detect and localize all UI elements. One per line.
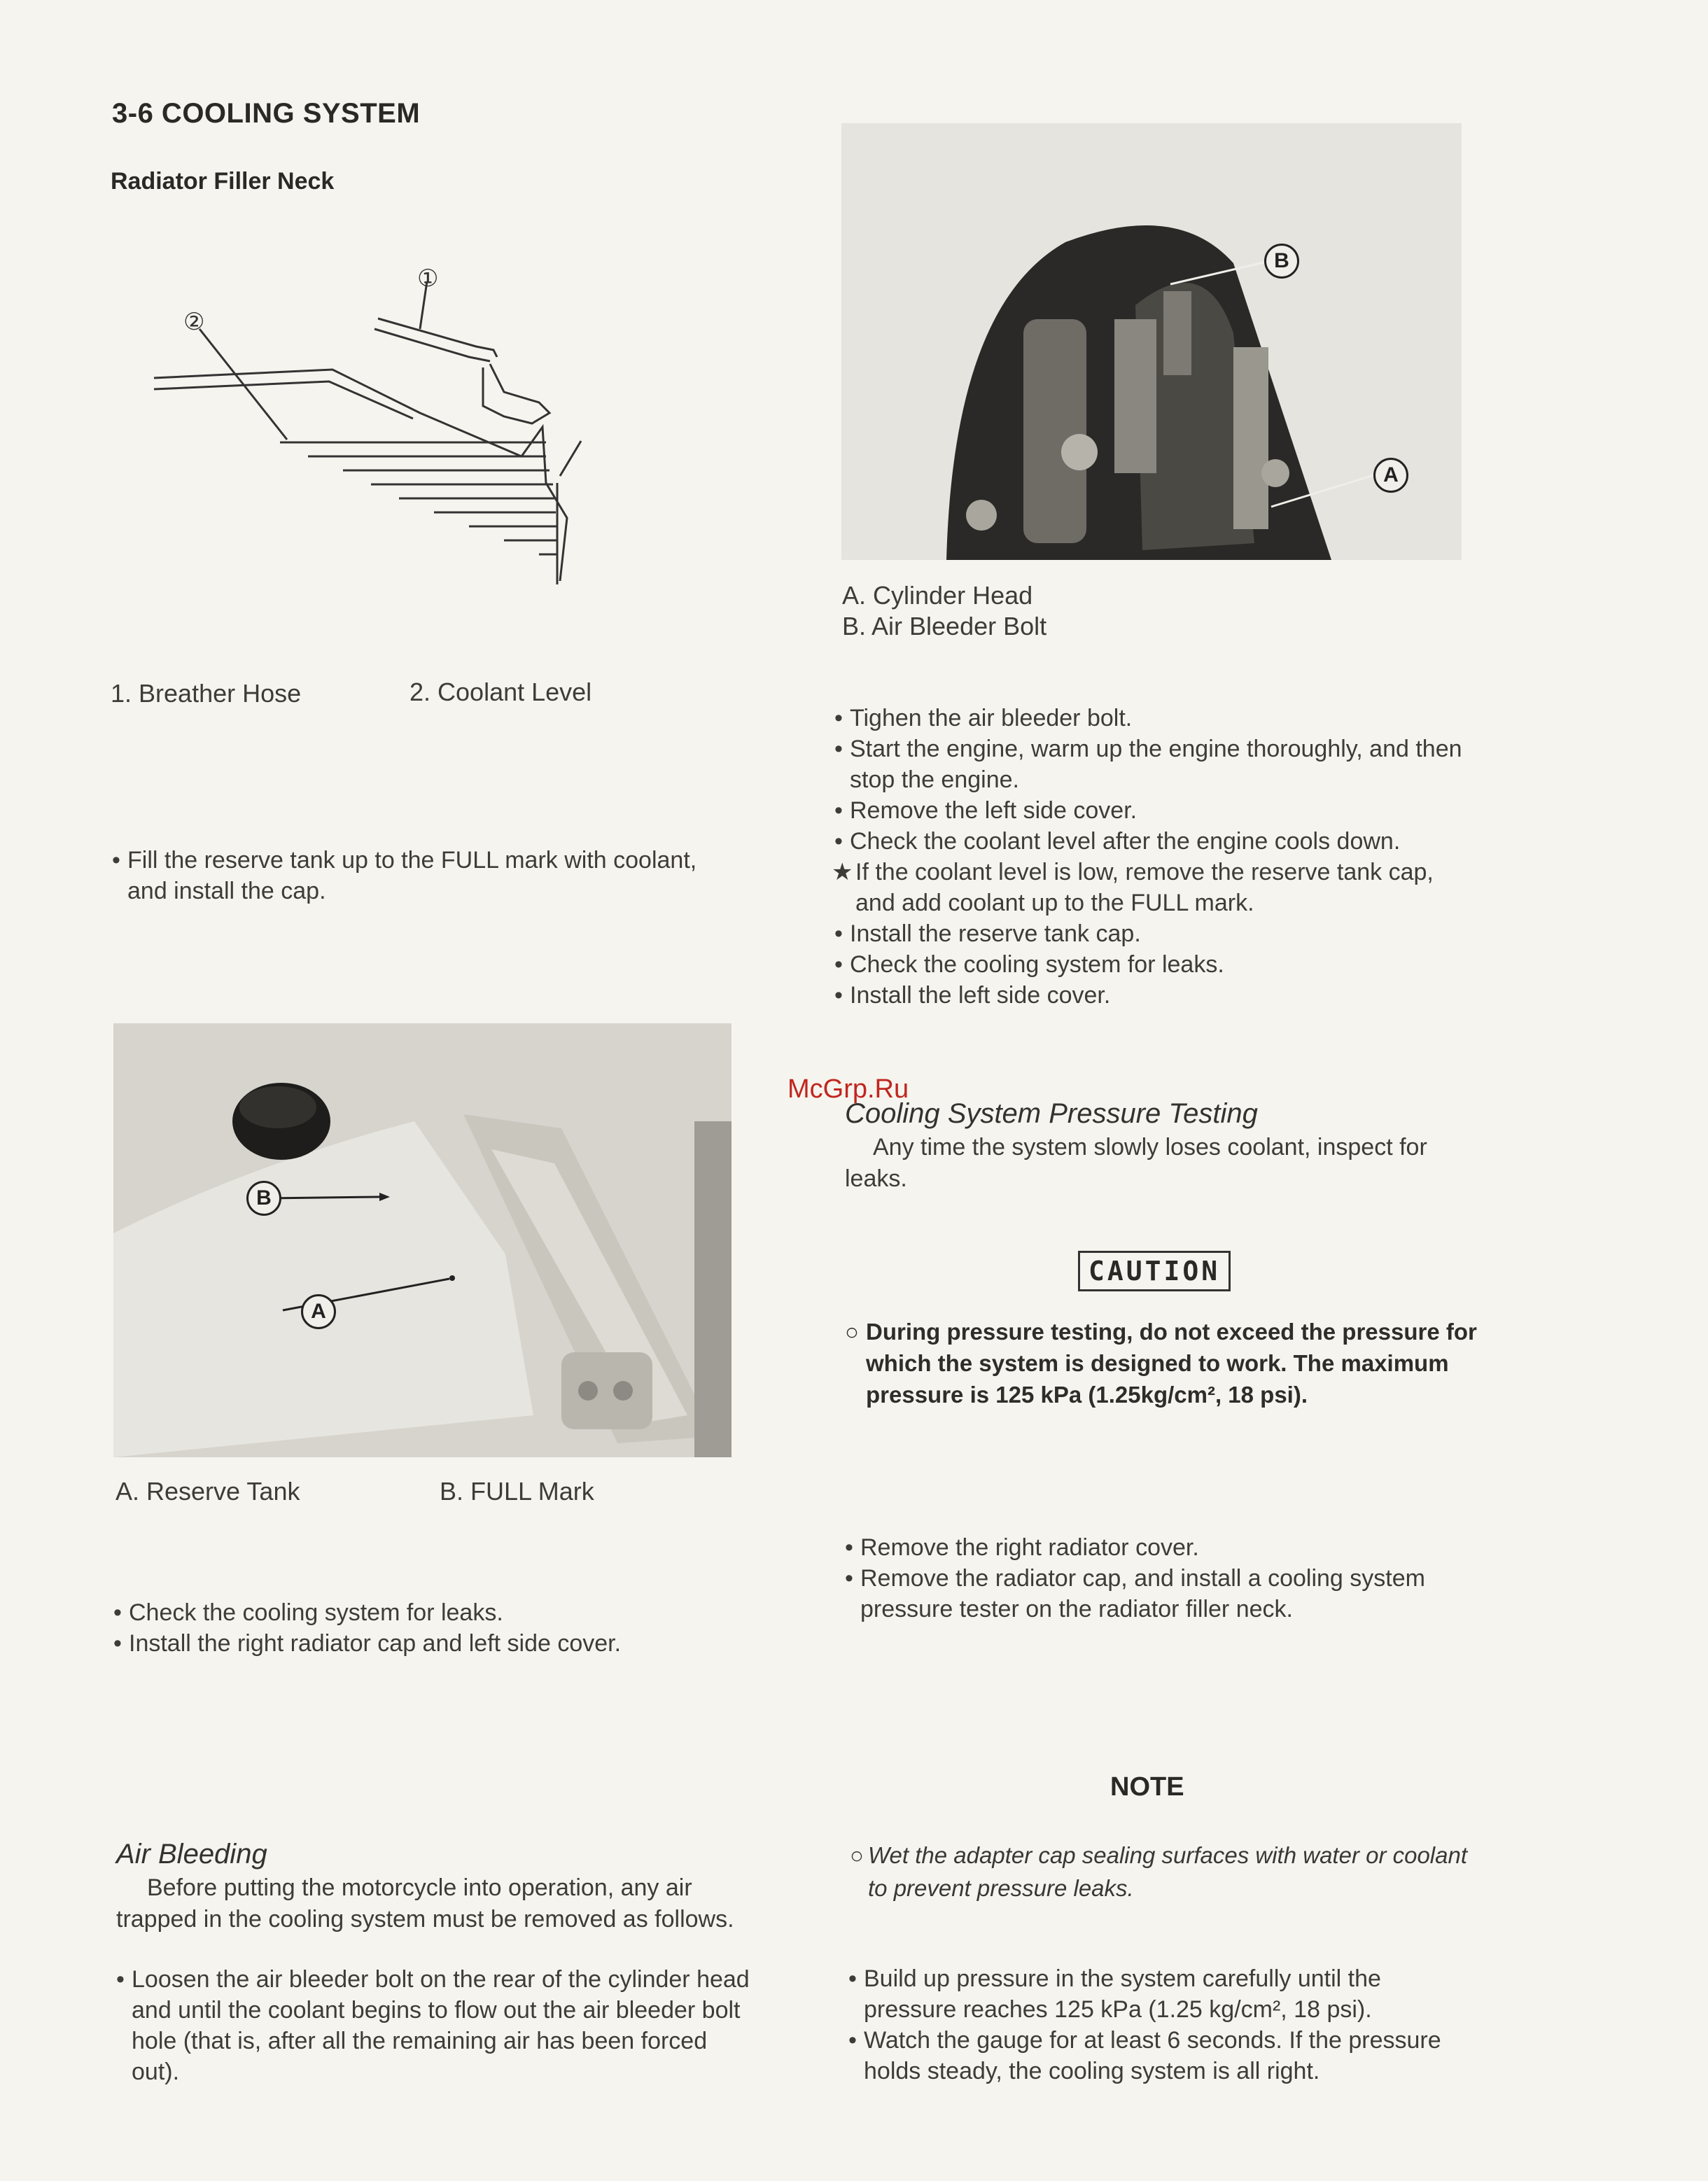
air-bleeding-intro: Before putting the motorcycle into operation, any air trapped in the cooling system must be removed as follows. [116,1874,734,1933]
callout-breather-hose: ① [417,265,439,292]
caption-full-mark: B. FULL Mark [440,1477,594,1506]
air-bleeding-bullets [116,1964,753,2087]
list-item: ★ If the coolant level is low, remove the reserve tank cap, and add coolant up to the FULL mark. [832,859,1434,916]
filler-neck-outline [154,370,567,581]
list-item: • Tighen the air bleeder bolt. [834,705,1133,731]
bleeding-steps-list [834,703,1464,1011]
list-item: • Fill the reserve tank up to the FULL mark with coolant, and install the cap. [112,847,697,904]
note-text-block [850,1839,1491,1905]
callout-reserve-tank: A [301,1294,336,1329]
callout-air-bleeder-bolt: B [1264,244,1299,279]
list-item: • Watch the gauge for at least 6 seconds. If the pressure holds steady, the cooling system is all right. [848,2027,1441,2084]
caption-cylinder-head: A. Cylinder Head [842,581,1033,610]
neck-curve [483,364,550,423]
caution-label-box [1078,1251,1231,1291]
list-item: • Build up pressure in the system carefully until the pressure reaches 125 kPa (1.25 kg/cm², 18 psi). [848,1965,1381,2023]
watermark: McGrp.Ru [788,1074,909,1104]
section-title: 3-6 COOLING SYSTEM [112,98,421,129]
note-label: NOTE [1110,1772,1184,1802]
list-item: • Remove the right radiator cover. [845,1534,1199,1561]
caution-text-block [845,1316,1489,1410]
pressure-testing-intro: Any time the system slowly loses coolant, inspect for leaks. [845,1134,1427,1192]
radiator-filler-neck-diagram [140,252,742,588]
cylinder-head-photo [841,123,1462,560]
list-item: • Install the reserve tank cap. [834,920,1141,947]
caption-reserve-tank: A. Reserve Tank [115,1477,300,1506]
subheading-radiator-filler-neck: Radiator Filler Neck [111,168,335,195]
breather-hose-line-outer [378,318,497,357]
cylinder-head-illustration [841,123,1462,560]
caption-coolant-level: 2. Coolant Level [410,678,592,706]
check-bullets-left [113,1597,743,1659]
air-bleeding-heading: Air Bleeding [116,1839,267,1870]
reserve-tank-illustration [113,1023,732,1457]
list-item: • Install the right radiator cap and left side cover. [113,1630,622,1657]
callout-coolant-level: ② [183,309,205,335]
list-item: • Check the coolant level after the engine cools down. [834,828,1401,855]
pressure-testing-heading: Cooling System Pressure Testing [845,1098,1258,1129]
caution-marker: ○ [845,1319,859,1345]
note-text: Wet the adapter cap sealing surfaces with water or coolant to prevent pressure leaks. [868,1842,1468,1901]
callout-cylinder-head: A [1373,458,1408,493]
caption-breather-hose: 1. Breather Hose [111,679,302,708]
list-item: • Remove the left side cover. [834,797,1138,824]
caption-air-bleeder-bolt: B. Air Bleeder Bolt [842,612,1047,640]
caution-label: CAUTION [1078,1251,1231,1291]
note-marker: ○ [850,1842,864,1868]
pressure-prep-bullets [845,1532,1468,1625]
callout-full-mark: B [246,1181,281,1216]
list-item: • Check the cooling system for leaks. [834,951,1224,978]
list-item: • Install the left side cover. [834,982,1111,1009]
list-item: • Check the cooling system for leaks. [113,1599,503,1626]
pressure-test-bullets [848,1963,1471,2087]
fill-bullet-list [112,845,728,906]
filler-neck-inner [154,381,413,419]
list-item: • Remove the radiator cap, and install a cooling system pressure tester on the radiator filler neck. [845,1565,1425,1622]
list-item: • Loosen the air bleeder bolt on the rear of the cylinder head and until the coolant begins to flow out the air bleeder bolt hole (that is, after all the remaining air has been forced out). [116,1966,750,2085]
reserve-tank-photo [113,1023,732,1457]
caution-text: During pressure testing, do not exceed the pressure for which the system is designed to work. The maximum pressure is 125 kPa (1.25kg/cm², 18 psi). [866,1319,1477,1408]
list-item: • Start the engine, warm up the engine thoroughly, and then stop the engine. [834,736,1462,793]
